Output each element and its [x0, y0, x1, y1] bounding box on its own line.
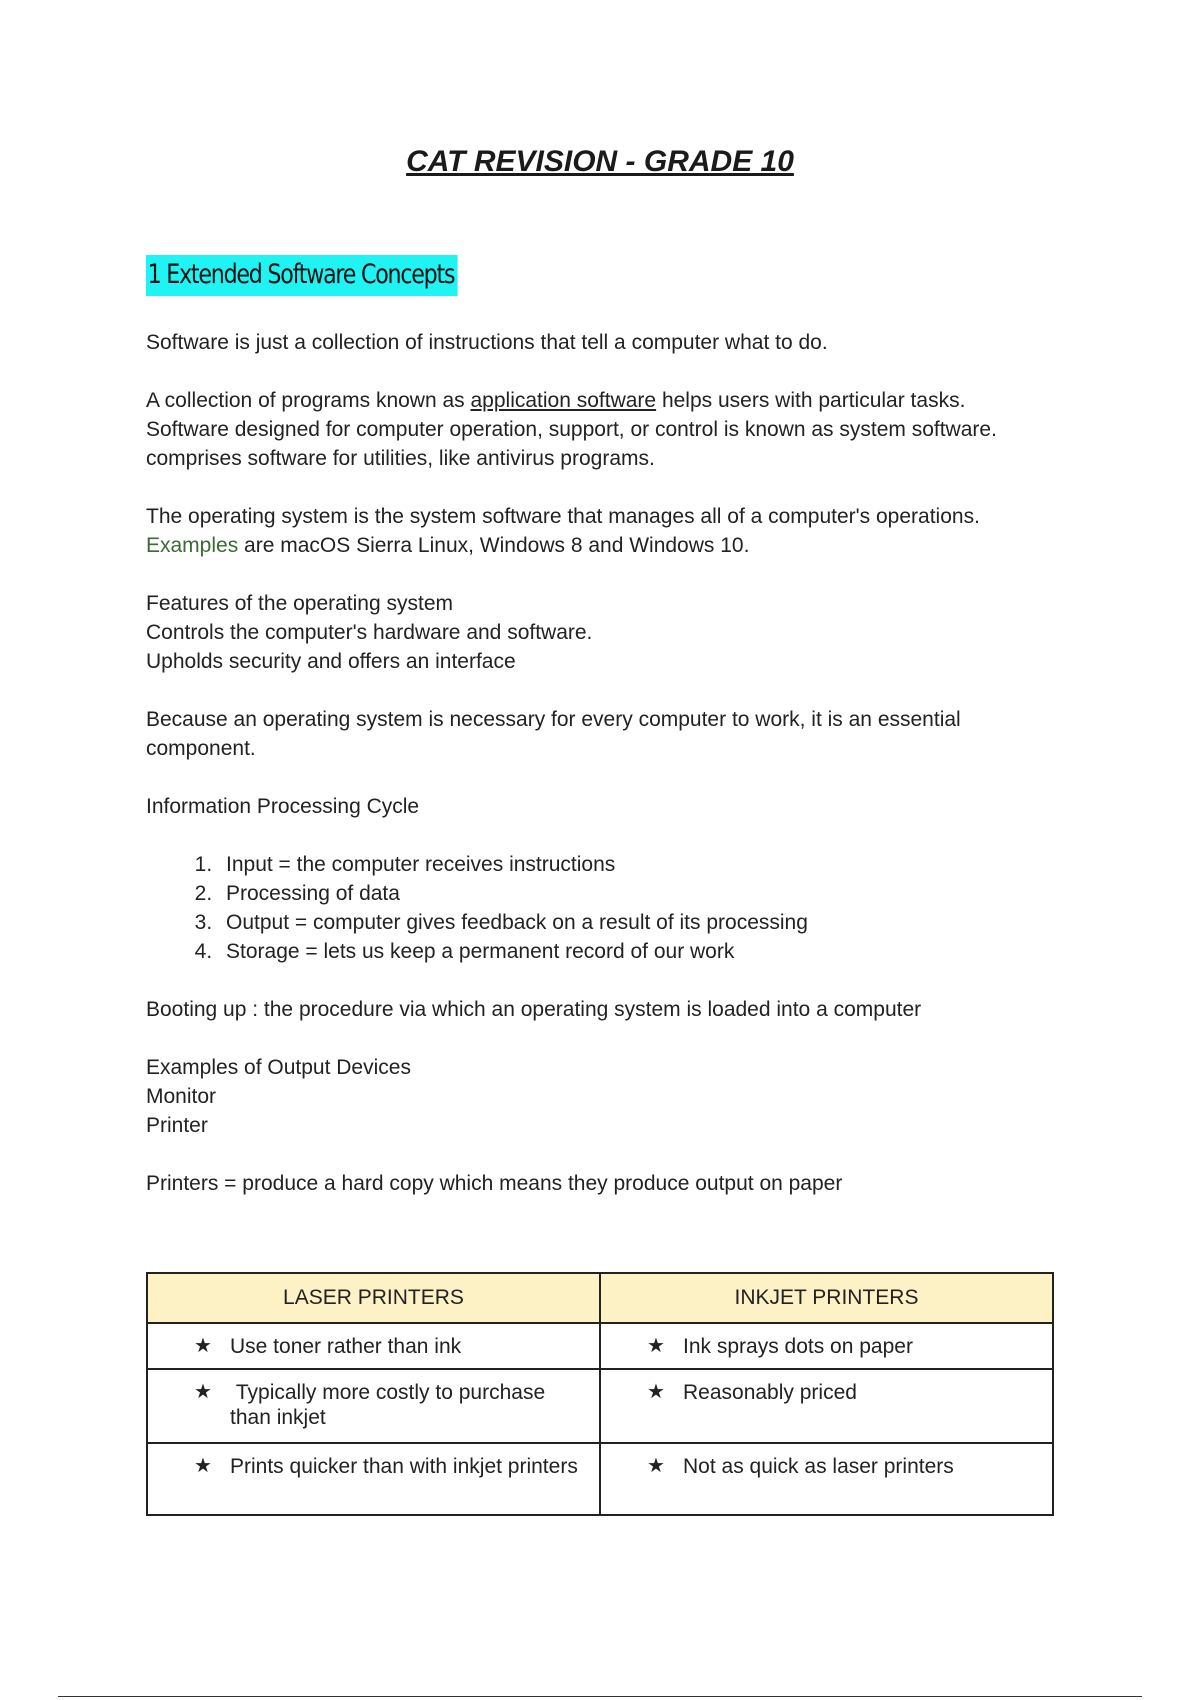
table-cell — [147, 1443, 600, 1515]
document-body — [146, 328, 1066, 1227]
cell-text: Use toner rather than ink — [230, 1335, 462, 1358]
text-line: component. — [146, 737, 256, 760]
text-line: comprises software for utilities, like antivirus programs. — [146, 447, 655, 470]
cell-text: Ink sprays dots on paper — [683, 1335, 913, 1358]
document-title: CAT REVISION - GRADE 10 — [406, 145, 794, 178]
table-header-row — [147, 1273, 1053, 1323]
text-line: Examples of Output Devices — [146, 1056, 411, 1079]
table-row — [147, 1443, 1053, 1515]
text-line: Controls the computer's hardware and software. — [146, 621, 593, 644]
list-item: 3. Output = computer gives feedback on a result of its processing — [218, 908, 1066, 937]
text-line: Software designed for computer operation, support, or control is known as system software. — [146, 418, 997, 441]
cell-text: Reasonably priced — [683, 1381, 857, 1404]
star-icon: ★ — [647, 1381, 665, 1403]
table-cell — [147, 1323, 600, 1369]
text-line: Features of the operating system — [146, 592, 453, 615]
table-row — [147, 1323, 1053, 1369]
text-line: Because an operating system is necessary for every computer to work, it is an essential — [146, 708, 961, 731]
section-heading: 1 Extended Software Concepts — [146, 255, 458, 296]
table-cell — [600, 1369, 1053, 1443]
star-icon: ★ — [194, 1381, 212, 1403]
paragraph-booting: Booting up : the procedure via which an operating system is loaded into a computer — [146, 998, 922, 1021]
paragraph-software-types — [146, 386, 1066, 473]
comparison-table — [146, 1272, 1054, 1516]
column-header-laser: LASER PRINTERS — [147, 1273, 600, 1323]
text-segment: helps users with particular tasks. — [656, 389, 966, 412]
list-item: 4. Storage = lets us keep a permanent record of our work — [218, 937, 1066, 966]
star-icon: ★ — [194, 1335, 212, 1357]
application-software-term: application software — [470, 389, 657, 412]
cell-text: Typically more costly to purchase than inkjet — [230, 1381, 551, 1429]
paragraph-output-devices — [146, 1053, 1066, 1140]
paragraph-os-features — [146, 589, 1066, 676]
paragraph-os-essential — [146, 705, 1066, 763]
text-segment: are macOS Sierra Linux, Windows 8 and Windows 10. — [238, 534, 750, 557]
table-cell — [147, 1369, 600, 1443]
star-icon: ★ — [647, 1455, 665, 1477]
footer-divider — [58, 1696, 1142, 1697]
list-item: 1. Input = the computer receives instructions — [218, 850, 1066, 879]
text-line: Printer — [146, 1114, 208, 1137]
text-line: Upholds security and offers an interface — [146, 650, 516, 673]
cell-text: Prints quicker than with inkjet printers — [230, 1455, 578, 1478]
cycle-heading: Information Processing Cycle — [146, 795, 420, 818]
processing-cycle-list — [146, 850, 1066, 966]
column-header-inkjet: INKJET PRINTERS — [600, 1273, 1053, 1323]
paragraph-software-definition: Software is just a collection of instructions that tell a computer what to do. — [146, 331, 828, 354]
printers-comparison-table — [146, 1272, 1054, 1516]
star-icon: ★ — [194, 1455, 212, 1477]
cell-text: Not as quick as laser printers — [683, 1455, 954, 1478]
list-item: 2. Processing of data — [218, 879, 1066, 908]
examples-label: Examples — [146, 534, 239, 557]
text-line — [146, 531, 1066, 560]
text-segment: A collection of programs known as — [146, 389, 471, 412]
text-line: The operating system is the system software that manages all of a computer's operations. — [146, 505, 980, 528]
table-row — [147, 1369, 1053, 1443]
star-icon: ★ — [647, 1335, 665, 1357]
text-line — [146, 386, 1066, 415]
table-cell — [600, 1323, 1053, 1369]
table-cell — [600, 1443, 1053, 1515]
paragraph-operating-system — [146, 502, 1066, 560]
text-line: Monitor — [146, 1085, 217, 1108]
paragraph-printers: Printers = produce a hard copy which means they produce output on paper — [146, 1172, 843, 1195]
